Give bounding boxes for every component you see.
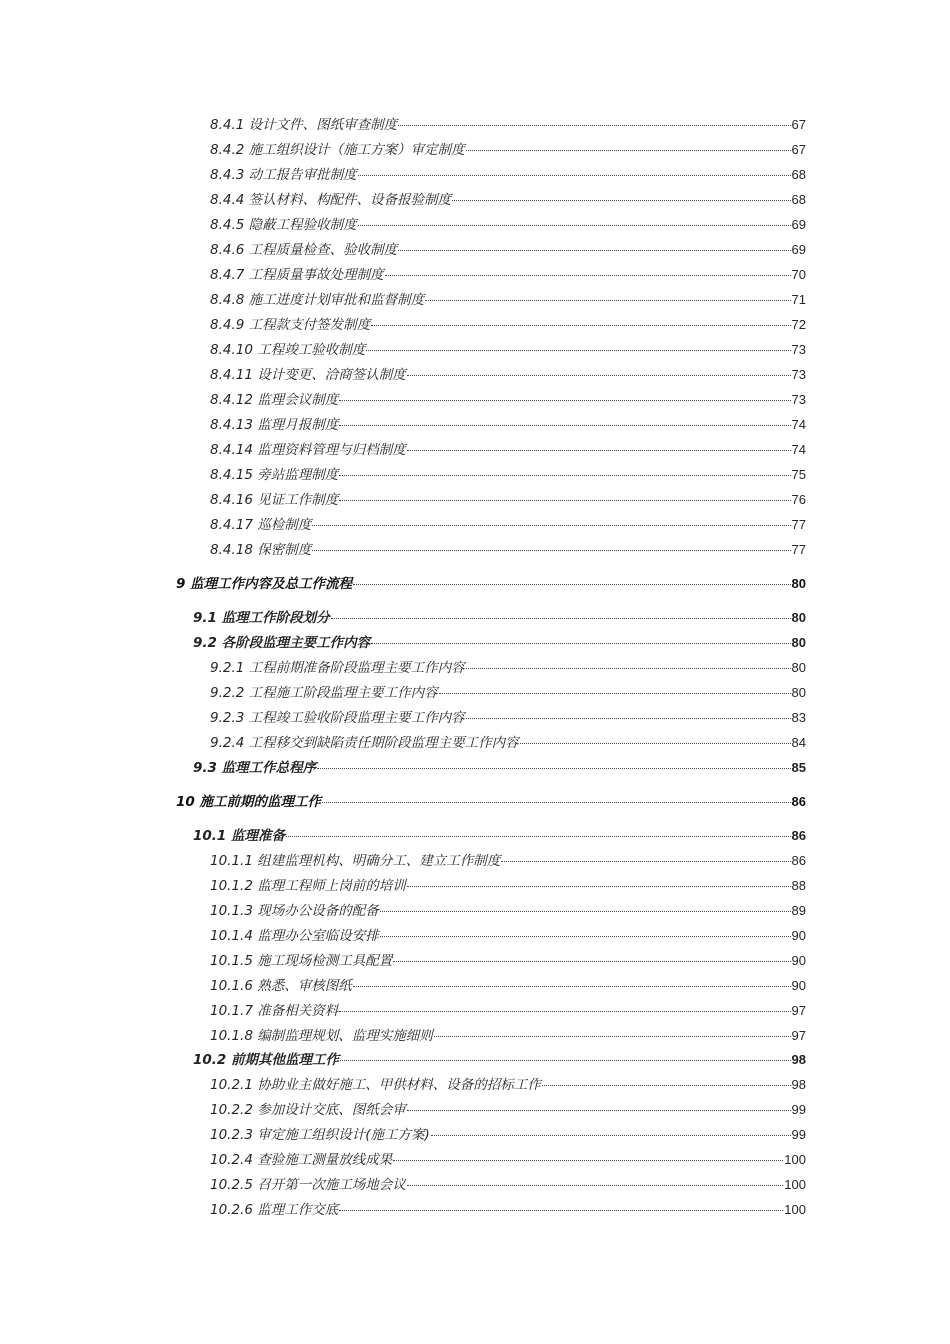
toc-entry-label: 10.2.5 召开第一次施工场地会议 (210, 1177, 406, 1193)
toc-entry-page-number: 76 (791, 492, 806, 507)
dot-leader (407, 449, 791, 451)
toc-entry[interactable] (210, 341, 806, 359)
toc-entry-page-number: 85 (791, 760, 806, 775)
toc-entry[interactable] (210, 466, 806, 484)
toc-entry[interactable] (210, 952, 806, 970)
toc-entry-page-number: 88 (791, 878, 806, 893)
toc-entry-page-number: 100 (784, 1177, 806, 1192)
dot-leader (407, 1109, 791, 1111)
dot-leader (358, 224, 791, 226)
dot-leader (520, 742, 791, 744)
dot-leader (452, 199, 790, 201)
toc-entry-page-number: 73 (791, 392, 806, 407)
toc-entry-label: 10.2.2 参加设计交底、图纸会审 (210, 1102, 406, 1118)
dot-leader (407, 374, 791, 376)
toc-entry[interactable] (210, 734, 806, 752)
toc-entry[interactable] (210, 927, 806, 945)
toc-entry-label: 10.2.6 监理工作交底 (210, 1202, 339, 1218)
dot-leader (371, 642, 790, 644)
toc-entry[interactable] (210, 116, 806, 134)
dot-leader (286, 835, 791, 837)
toc-entry[interactable] (210, 902, 806, 920)
toc-entry-label: 9.2.2 工程施工阶段监理主要工作内容 (210, 685, 438, 701)
toc-entry[interactable] (210, 166, 806, 184)
toc-entry-page-number: 90 (791, 978, 806, 993)
toc-entry[interactable] (176, 793, 806, 811)
dot-leader (385, 274, 791, 276)
dot-leader (466, 717, 791, 719)
toc-entry-page-number: 98 (791, 1052, 806, 1067)
toc-entry-page-number: 100 (784, 1152, 806, 1167)
toc-entry[interactable] (210, 659, 806, 677)
toc-entry-label: 10.2.1 协助业主做好施工、甲供材料、设备的招标工作 (210, 1077, 541, 1093)
toc-entry-label: 10.2.3 审定施工组织设计(施工方案) (210, 1127, 430, 1143)
dot-leader (312, 549, 790, 551)
toc-entry-page-number: 74 (791, 442, 806, 457)
dot-leader (353, 583, 790, 585)
toc-entry[interactable] (210, 416, 806, 434)
dot-leader (340, 1059, 791, 1061)
toc-entry-page-number: 80 (791, 576, 806, 591)
dot-leader (322, 801, 791, 803)
toc-entry-page-number: 86 (791, 828, 806, 843)
toc-entry-label: 9.2.1 工程前期准备阶段监理主要工作内容 (210, 660, 465, 676)
toc-entry-page-number: 71 (791, 292, 806, 307)
toc-entry-label: 8.4.14 监理资料管理与归档制度 (210, 442, 406, 458)
toc-entry-label: 8.4.17 巡检制度 (210, 517, 312, 533)
toc-entry-label: 8.4.4 签认材料、构配件、设备报验制度 (210, 192, 452, 208)
toc-entry-page-number: 90 (791, 953, 806, 968)
toc-entry-page-number: 80 (791, 635, 806, 650)
toc-entry-label: 8.4.8 施工进度计划审批和监督制度 (210, 292, 425, 308)
dot-leader (431, 1134, 791, 1136)
toc-entry-label: 8.4.1 设计文件、图纸审查制度 (210, 117, 398, 133)
toc-entry-label: 8.4.2 施工组织设计（施工方案）审定制度 (210, 142, 465, 158)
dot-leader (312, 524, 790, 526)
toc-entry[interactable] (210, 141, 806, 159)
toc-entry-label: 8.4.13 监理月报制度 (210, 417, 339, 433)
toc-entry-page-number: 75 (791, 467, 806, 482)
toc-entry-page-number: 99 (791, 1102, 806, 1117)
toc-entry-page-number: 83 (791, 710, 806, 725)
toc-entry-page-number: 77 (791, 517, 806, 532)
dot-leader (380, 910, 791, 912)
toc-entry-label: 8.4.18 保密制度 (210, 542, 312, 558)
toc-entry[interactable] (210, 366, 806, 384)
dot-leader (434, 1035, 791, 1037)
toc-entry-page-number: 68 (791, 192, 806, 207)
toc-entry-page-number: 68 (791, 167, 806, 182)
toc-entry-page-number: 99 (791, 1127, 806, 1142)
dot-leader (317, 767, 790, 769)
toc-entry-page-number: 70 (791, 267, 806, 282)
toc-entry-page-number: 67 (791, 142, 806, 157)
toc-entry-label: 10.1.6 熟悉、审核图纸 (210, 978, 352, 994)
toc-entry[interactable] (210, 316, 806, 334)
dot-leader (407, 885, 791, 887)
toc-entry[interactable] (210, 877, 806, 895)
toc-entry-page-number: 90 (791, 928, 806, 943)
toc-entry[interactable] (210, 441, 806, 459)
dot-leader (407, 1184, 784, 1186)
toc-entry-page-number: 97 (791, 1003, 806, 1018)
dot-leader (398, 249, 790, 251)
toc-entry-label: 8.4.3 动工报告审批制度 (210, 167, 357, 183)
dot-leader (331, 617, 791, 619)
toc-entry-page-number: 80 (791, 685, 806, 700)
toc-entry-label: 8.4.9 工程款支付签发制度 (210, 317, 371, 333)
toc-entry[interactable] (210, 1002, 806, 1020)
toc-entry[interactable] (210, 291, 806, 309)
toc-entry-label: 10.2.4 查验施工测量放线成果 (210, 1152, 393, 1168)
toc-entry-page-number: 77 (791, 542, 806, 557)
toc-entry-page-number: 86 (791, 794, 806, 809)
toc-entry-page-number: 67 (791, 117, 806, 132)
toc-entry[interactable] (210, 1126, 806, 1144)
dot-leader (542, 1084, 791, 1086)
toc-entry[interactable] (210, 1027, 806, 1045)
dot-leader (380, 935, 791, 937)
toc-entry[interactable] (210, 1076, 806, 1094)
toc-entry-label: 10.1.3 现场办公设备的配备 (210, 903, 379, 919)
toc-entry-label: 9.2 各阶段监理主要工作内容 (193, 635, 371, 651)
toc-entry[interactable] (193, 634, 806, 652)
toc-entry[interactable] (210, 1201, 806, 1219)
dot-leader (353, 985, 791, 987)
toc-entry[interactable] (210, 541, 806, 559)
toc-entry[interactable] (210, 1176, 806, 1194)
toc-entry-page-number: 80 (791, 660, 806, 675)
toc-entry-page-number: 98 (791, 1077, 806, 1092)
toc-entry[interactable] (193, 827, 806, 845)
toc-entry-label: 10.1 监理准备 (193, 828, 286, 844)
toc-entry[interactable] (176, 575, 806, 593)
toc-entry-label: 8.4.12 监理会议制度 (210, 392, 339, 408)
dot-leader (339, 474, 790, 476)
toc-entry-page-number: 86 (791, 853, 806, 868)
dot-leader (466, 149, 791, 151)
toc-entry[interactable] (210, 241, 806, 259)
toc-entry[interactable] (193, 609, 806, 627)
toc-entry[interactable] (210, 491, 806, 509)
toc-entry[interactable] (210, 1101, 806, 1119)
toc-entry[interactable] (210, 216, 806, 234)
toc-entry-label: 8.4.15 旁站监理制度 (210, 467, 339, 483)
toc-entry[interactable] (210, 391, 806, 409)
dot-leader (425, 299, 790, 301)
toc-entry-label: 8.4.5 隐蔽工程验收制度 (210, 217, 357, 233)
toc-entry-label: 10.2 前期其他监理工作 (193, 1052, 340, 1068)
toc-entry-page-number: 97 (791, 1028, 806, 1043)
toc-entry-label: 9.2.3 工程竣工验收阶段监理主要工作内容 (210, 710, 465, 726)
dot-leader (339, 499, 790, 501)
toc-entry-label: 10.1.7 准备相关资料 (210, 1003, 339, 1019)
toc-entry[interactable] (210, 1151, 806, 1169)
dot-leader (366, 349, 790, 351)
dot-leader (371, 324, 790, 326)
toc-entry-label: 10.1.2 监理工程师上岗前的培训 (210, 878, 406, 894)
toc-entry-page-number: 100 (784, 1202, 806, 1217)
toc-entry-label: 9.2.4 工程移交到缺陷责任期阶段监理主要工作内容 (210, 735, 519, 751)
toc-entry-page-number: 89 (791, 903, 806, 918)
dot-leader (393, 960, 790, 962)
toc-entry[interactable] (210, 684, 806, 702)
toc-entry-page-number: 69 (791, 242, 806, 257)
toc-entry[interactable] (193, 759, 806, 777)
toc-entry-label: 8.4.7 工程质量事故处理制度 (210, 267, 384, 283)
toc-entry-label: 10.1.4 监理办公室临设安排 (210, 928, 379, 944)
dot-leader (501, 860, 790, 862)
toc-entry-label: 8.4.6 工程质量检查、验收制度 (210, 242, 398, 258)
toc-entry[interactable] (210, 516, 806, 534)
toc-entry-page-number: 74 (791, 417, 806, 432)
toc-entry[interactable] (210, 977, 806, 995)
dot-leader (439, 692, 791, 694)
dot-leader (339, 1010, 790, 1012)
toc-entry-label: 9.3 监理工作总程序 (193, 760, 317, 776)
dot-leader (339, 424, 790, 426)
toc-entry-page-number: 80 (791, 610, 806, 625)
toc-entry-label: 8.4.16 见证工作制度 (210, 492, 339, 508)
toc-entry-label: 10.1.5 施工现场检测工具配置 (210, 953, 393, 969)
toc-entry-label: 10.1.1 组建监理机构、明确分工、建立工作制度 (210, 853, 501, 869)
toc-entry[interactable] (210, 266, 806, 284)
toc-entry-label: 8.4.11 设计变更、洽商签认制度 (210, 367, 406, 383)
dot-leader (393, 1159, 783, 1161)
toc-entry-label: 8.4.10 工程竣工验收制度 (210, 342, 366, 358)
toc-entry[interactable] (210, 191, 806, 209)
toc-entry[interactable] (193, 1051, 806, 1069)
toc-entry-page-number: 73 (791, 367, 806, 382)
toc-entry-label: 9.1 监理工作阶段划分 (193, 610, 330, 626)
toc-entry-page-number: 72 (791, 317, 806, 332)
toc-entry-page-number: 73 (791, 342, 806, 357)
dot-leader (339, 399, 790, 401)
toc-entry-label: 10.1.8 编制监理规划、监理实施细则 (210, 1028, 433, 1044)
dot-leader (398, 124, 790, 126)
dot-leader (339, 1209, 783, 1211)
toc-entry-page-number: 69 (791, 217, 806, 232)
toc-entry[interactable] (210, 852, 806, 870)
toc-entry-page-number: 84 (791, 735, 806, 750)
toc-entry-label: 9 监理工作内容及总工作流程 (176, 576, 353, 592)
toc-entry-label: 10 施工前期的监理工作 (176, 794, 321, 810)
toc-entry[interactable] (210, 709, 806, 727)
dot-leader (358, 174, 791, 176)
dot-leader (466, 667, 791, 669)
